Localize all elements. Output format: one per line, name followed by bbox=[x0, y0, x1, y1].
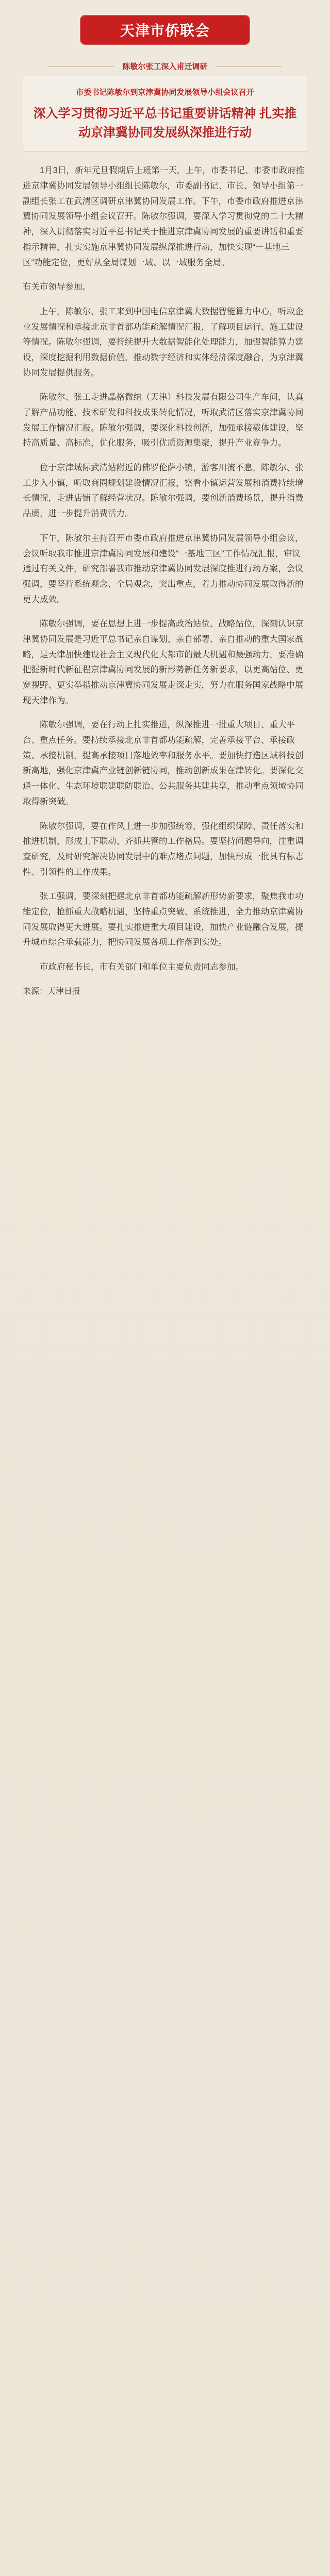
article-paragraph: 位于京津城际武清站附近的佛罗伦萨小镇，游客川流不息。陈敏尔、张工步入小镇，听取商圈规划建设情况汇报，察看小镇运营发展和消费持续增长情况，走进店铺了解经营状况。陈敏尔强调，要创新消费场景，提升消费品质，进一步提升消费活力。 bbox=[23, 463, 304, 519]
article-paragraph: 陈敏尔强调，要在行动上扎实推进，纵深推进一批重大项目、重大平台、重点任务。要持续承接北京非首都功能疏解，完善承接平台、承接政策、承接机制，提高承接项目落地效率和服务水平。要加快打造区域科技创新高地，强化京津冀产业链创新链协同，推动创新成果在津转化。要深化交通一体化、生态环境联建联防联治、公共服务共建共享，推动重点领域协同取得新突破。 bbox=[23, 720, 304, 806]
page-header bbox=[0, 0, 330, 60]
article-paragraph: 陈敏尔、张工走进晶格微纳（天津）科技发展有限公司生产车间，认真了解产品功能、技术研发和科技成果转化情况，听取武清区落实京津冀协同发展工作情况汇报。陈敏尔强调，要深化科技创新，加强承接载体建设，坚持高质量、高标准，优化服务，吸引优质资源集聚，提升产业竞争力。 bbox=[23, 393, 304, 448]
article-paragraph: 市政府秘书长，市有关部门和单位主要负责同志参加。 bbox=[40, 962, 244, 972]
brand-title: 天津市侨联会 bbox=[120, 22, 210, 39]
article-paragraph: 上午，陈敏尔、张工来到中国电信京津冀大数据智能算力中心，听取企业发展情况和承接北京非首都功能疏解情况汇报，了解项目运行、施工建设等情况。陈敏尔强调，要持续提升大数据智能化处理能力，加强智能算力建设，深度挖掘利用数据价值，推动数字经济和实体经济深度融合，为京津冀协同发展提供服务。 bbox=[23, 307, 304, 378]
byline-section bbox=[0, 61, 330, 72]
article-paragraph: 陈敏尔强调，要在作风上进一步加强统筹，强化组织保障、责任落实和推进机制，形成上下联动、齐抓共管的工作格局。要坚持问题导向，注重调查研究，及时研究解决协同发展中的难点堵点问题，加快形成一批具有标志性、引领性的工作成果。 bbox=[23, 821, 304, 877]
article-paragraph: 陈敏尔强调，要在思想上进一步提高政治站位、战略站位，深刻认识京津冀协同发展是习近平总书记亲自谋划、亲自部署、亲自推动的重大国家战略，是天津加快建设社会主义现代化大都市的最大机遇和最强动力。要准确把握新时代新征程京津冀协同发展的新形势新任务新要求，以更高站位、更宽视野、更实举措推动京津冀协同发展走深走实，努力在服务国家战略中展现天津作为。 bbox=[23, 619, 304, 705]
article-paragraph: 1月3日，新年元旦假期后上班第一天，上午，市委书记、市委市政府推进京津冀协同发展领导小组组长陈敏尔，市委副书记、市长、领导小组第一副组长张工在武清区调研京津冀协同发展工作。下午，市委市政府推进京津冀协同发展领导小组会议召开。陈敏尔强调，要深入学习贯彻党的二十大精神，深入贯彻落实习近平总书记关于推进京津冀协同发展的重要讲话和重要指示精神，扎实实施京津冀协同发展纵深推进行动，加快实现“一基地三区”功能定位，更好从全局谋划一域、以一域服务全局。 bbox=[23, 166, 305, 267]
article-body bbox=[23, 163, 307, 996]
brand-banner bbox=[80, 15, 250, 45]
lead-small-text: 市委书记陈敏尔到京津冀协同发展领导小组会议召开 bbox=[76, 88, 254, 97]
article-paragraph: 下午，陈敏尔主持召开市委市政府推进京津冀协同发展领导小组会议，会议听取我市推进京津冀协同发展和建设“一基地三区”工作情况汇报，审议通过有关文件，研究部署我市推动京津冀协同发展深度推进行动方案，会议强调，要坚持系统观念、全局观念，突出重点，着力推动协同发展取得新的更大成效。 bbox=[23, 533, 304, 604]
content-area bbox=[0, 72, 330, 996]
lead-box bbox=[23, 76, 307, 152]
lead-title: 深入学习贯彻习近平总书记重要讲话精神 扎实推动京津冀协同发展纵深推进行动 bbox=[33, 107, 297, 140]
article-source: 来源：天津日报 bbox=[23, 987, 81, 996]
article-paragraph: 张工强调，要深刻把握北京非首都功能疏解新形势新要求，聚焦我市功能定位，抢抓重大战略机遇，坚持重点突破、系统推进，全力推动京津冀协同发展取得更大进展。要扎实推进重大项目建设，加快产业链融合发展，提升城市综合承载能力，把协同发展各项工作落到实处。 bbox=[23, 892, 304, 947]
article-paragraph: 有关市领导参加。 bbox=[23, 282, 91, 292]
byline-text: 陈敏尔张工深入甫迁调研 bbox=[114, 61, 216, 72]
